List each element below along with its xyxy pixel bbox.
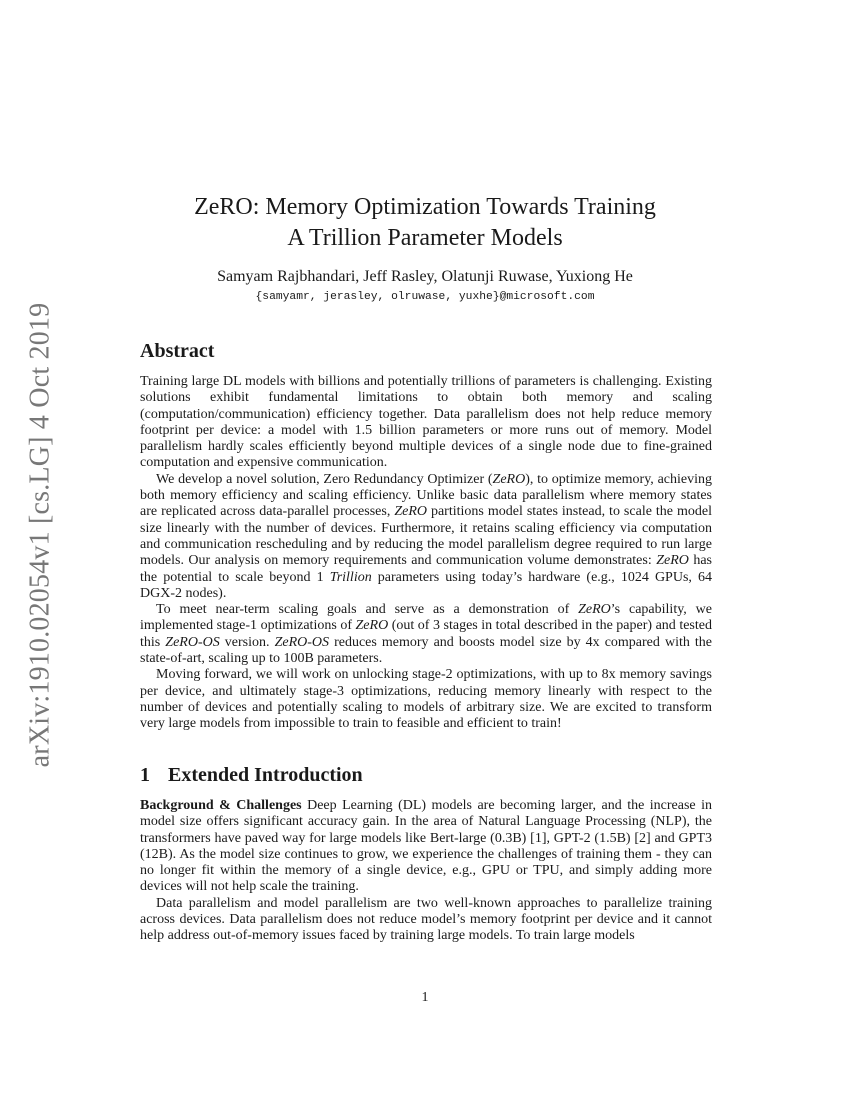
abstract-paragraph-3 bbox=[140, 602, 712, 667]
zero-os-term: ZeRO-OS bbox=[165, 634, 220, 650]
zero-term: ZeRO bbox=[492, 471, 526, 487]
zero-os-term: ZeRO-OS bbox=[274, 634, 330, 650]
page-number: 1 bbox=[421, 990, 429, 1005]
intro-body bbox=[140, 798, 712, 945]
author-emails: {samyamr, jerasley, olruwase, yuxhe}@microsoft.com bbox=[255, 291, 595, 303]
text-run: parameters using today’s hardware (e.g., 1024 GPUs, 64 DGX-2 nodes). bbox=[140, 569, 712, 601]
zero-term: ZeRO bbox=[394, 504, 427, 520]
text-run: reduces memory and boosts model size by 4x compared with the state-of-art, scaling up to 100B parameters. bbox=[140, 634, 713, 667]
author-list: Samyam Rajbhandari, Jeff Rasley, Olatunji Ruwase, Yuxiong He bbox=[217, 268, 633, 285]
arxiv-id: arXiv:1910.02054v1 [cs.LG] 4 Oct 2019 bbox=[24, 302, 55, 768]
text-run: ), to optimize memory, achieving both memory efficiency and scaling efficiency. Unlike basic data parallelism where memory states are replicated across data-parallel processes, bbox=[140, 471, 712, 520]
zero-term: ZeRO bbox=[578, 602, 611, 618]
trillion-term: Trillion bbox=[329, 569, 372, 585]
abstract-paragraph-4: Moving forward, we will work on unlocking stage-2 optimizations, with up to 8x memory savings per device, and ultimately stage-3 optimizations, reducing memory linearly with respect to the number of devices and potentially scaling to models of arbitrary size. We are excited to transform very large models from impossible to train to feasible and efficient to train! bbox=[140, 667, 712, 732]
text-run: We develop a novel solution, Zero Redundancy Optimizer ( bbox=[156, 471, 493, 487]
title-line-2: A Trillion Parameter Models bbox=[287, 225, 563, 251]
arxiv-sidebar-stamp bbox=[18, 300, 62, 770]
title-line-1: ZeRO: Memory Optimization Towards Training bbox=[194, 194, 656, 220]
abstract-heading: Abstract bbox=[140, 340, 215, 362]
section-number: 1 bbox=[140, 764, 150, 786]
text-run: ’s capability, we implemented stage-1 optimizations of bbox=[140, 602, 712, 634]
text-run: To meet near-term scaling goals and serve as a demonstration of bbox=[156, 602, 579, 618]
zero-term: ZeRO bbox=[355, 618, 389, 634]
text-run: version. bbox=[219, 634, 275, 650]
intro-paragraph-1 bbox=[140, 798, 712, 896]
paragraph-lead: Background & Challenges bbox=[140, 798, 302, 813]
abstract-paragraph-1: Training large DL models with billions and potentially trillions of parameters is challenging. Existing solutions exhibit fundamental limitations to obtain both memory and scaling (computation/communication) efficiency together. Data parallelism does not help reduce memory footprint per device: a model with 1.5 billion parameters or more runs out of memory. Model parallelism hardly scales efficiently beyond multiple devices of a single node due to fine-grained computation and expensive communication. bbox=[140, 374, 712, 471]
intro-paragraph-2: Data parallelism and model parallelism are two well-known approaches to parallelize training across devices. Data parallelism does not reduce model’s memory footprint per device and it cannot help address out-of-memory issues faced by training large models. To train large models bbox=[140, 895, 712, 944]
zero-term: ZeRO bbox=[656, 553, 689, 569]
text-run: has the potential to scale beyond 1 bbox=[140, 553, 712, 585]
section-title: Extended Introduction bbox=[168, 764, 363, 786]
text-run: partitions model states instead, to scale the model size linearly with the number of devices. Furthermore, it retains scaling efficiency via computation and communication rescheduling and by reducing the model parallelism degree required to run large models. Our analysis on memory requirements and communication volume demonstrates: bbox=[140, 504, 712, 569]
text-run: Deep Learning (DL) models are becoming larger, and the increase in model size offers significant accuracy gain. In the area of Natural Language Processing (NLP), the transformers have paved way for large models like Bert-large (0.3B) [1], GPT-2 (1.5B) [2] and GPT3 (12B). As the model size continues to grow, we experience the challenges of training them - they can no longer fit within the memory of a single device, e.g., GPU or TPU, and simply adding more devices will not help scale the training. bbox=[140, 798, 712, 895]
section-heading bbox=[140, 764, 363, 787]
abstract-body bbox=[140, 374, 712, 733]
abstract-paragraph-2 bbox=[140, 472, 712, 602]
text-run: (out of 3 stages in total described in the paper) and tested this bbox=[140, 618, 712, 650]
paper-title bbox=[140, 192, 710, 254]
